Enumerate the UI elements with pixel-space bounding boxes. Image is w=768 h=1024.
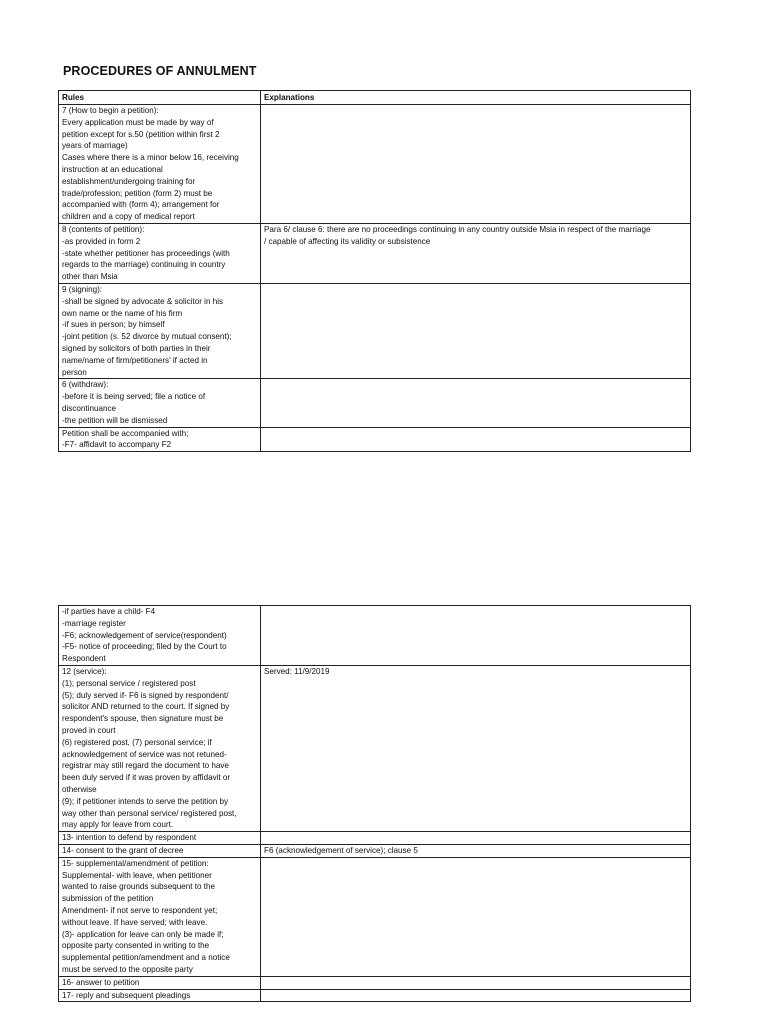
rule-cell [59,606,261,666]
rule-cell [59,105,261,224]
rule-text-line: Amendment- if not serve to respondent yet; [62,905,218,915]
explanation-cell [261,832,691,845]
rule-text-line: -the petition will be dismissed [62,415,168,425]
rule-cell [59,832,261,845]
rule-text-line: solicitor AND returned to the court. If signed by [62,702,230,712]
rule-text-line: -joint petition (s. 52 divorce by mutual consent); [62,332,232,342]
rule-text-line: been duly served if it was proven by affidavit or [62,773,231,783]
rule-text-line: Supplemental- with leave, when petitioner [62,870,212,880]
rule-text-line: 8 (contents of petition): [62,224,145,234]
table-header-row [59,91,691,105]
rule-text-line: establishment/undergoing training for [62,176,196,186]
rule-text-line: instruction at an educational [62,164,163,174]
rules-table-2-body [59,606,691,1002]
rule-text-line: petition except for s.50 (petition within first 2 [62,129,220,139]
rule-text-line: otherwise [62,784,97,794]
rule-text-line: name/name of firm/petitioners' if acted in [62,355,208,365]
table-row [59,427,691,452]
table-row [59,665,691,831]
explanation-cell [261,283,691,378]
rule-text-line: -marriage register [62,618,126,628]
rule-text-line: must be served to the opposite party [62,964,193,974]
explanation-text-line: / capable of affecting its validity or subsistence [264,236,431,246]
rule-text-line: signed by solicitors of both parties in their [62,343,211,353]
rule-text-line: acknowledgement of service was not retuned- [62,749,227,759]
rule-text-line: trade/profession; petition (form 2) must be [62,188,213,198]
rule-text-line: registrar may still regard the document to have [62,761,229,771]
rule-text-line: own name or the name of his firm [62,308,183,318]
explanation-cell [261,105,691,224]
rule-text-line: submission of the petition [62,894,154,904]
rule-text-line: Petition shall be accompanied with; [62,428,189,438]
rule-cell [59,223,261,283]
explanations-column-header: Explanations [261,91,691,105]
rule-text-line: accompanied with (form 4); arrangement for [62,200,220,210]
table-row [59,223,691,283]
table-row [59,976,691,989]
explanation-text-line: Para 6/ clause 6: there are no proceedings continuing in any country outside Msia in respect of the marriage [264,224,651,234]
table-row [59,283,691,378]
table-row [59,105,691,224]
rule-text-line: 9 (signing): [62,284,103,294]
rule-text-line: (6) registered post, (7) personal service; if [62,737,212,747]
explanation-text-line: Served: 11/9/2019 [264,666,330,676]
rules-table-1 [58,90,691,452]
table-row [59,606,691,666]
page-title: PROCEDURES OF ANNULMENT [63,64,257,78]
rules-table-1-body [59,105,691,452]
rule-text-line: discontinuance [62,403,116,413]
rule-text-line: -F7- affidavit to accompany F2 [62,440,172,450]
rule-cell [59,989,261,1002]
rule-text-line: proved in court [62,725,116,735]
rule-text-line: (1); personal service / registered post [62,678,196,688]
rule-text-line: -if sues in person; by himself [62,320,165,330]
rule-text-line: 12 (service): [62,666,107,676]
rule-text-line: -before it is being served; file a notice of [62,392,206,402]
rule-text-line: (3)- application for leave can only be made if; [62,929,224,939]
rule-text-line: other than Msia [62,272,118,282]
rule-text-line: (5); duly served if- F6 is signed by respondent/ [62,690,229,700]
explanation-cell [261,427,691,452]
explanation-cell [261,844,691,857]
rule-text-line: 7 (How to begin a petition): [62,106,159,115]
table-row [59,832,691,845]
rule-text-line: -state whether petitioner has proceedings (with [62,248,230,258]
rule-text-line: -F6; acknowledgement of service(respondent) [62,630,227,640]
rule-text-line: Every application must be made by way of [62,117,214,127]
rule-text-line: supplemental petition/amendment and a notice [62,953,230,963]
explanation-text-line: F6 (acknowledgement of service); clause 5 [264,845,418,855]
rule-text-line: 14- consent to the grant of decree [62,845,184,855]
rule-text-line: opposite party consented in writing to the [62,941,210,951]
rule-text-line: -if parties have a child- F4 [62,607,156,616]
rule-cell [59,283,261,378]
rule-cell [59,844,261,857]
rule-text-line: wanted to raise grounds subsequent to the [62,882,215,892]
rule-text-line: 6 (withdraw): [62,380,109,390]
explanation-cell [261,857,691,976]
rule-text-line: may apply for leave from court. [62,820,174,830]
rule-text-line: children and a copy of medical report [62,212,195,222]
rule-text-line: (9); if petitioner intends to serve the petition by [62,796,229,806]
rule-cell [59,857,261,976]
rule-text-line: Cases where there is a minor below 16, receiving [62,153,239,163]
rule-text-line: -F5- notice of proceeding; filed by the Court to [62,642,227,652]
rule-cell [59,379,261,427]
rule-text-line: person [62,367,87,377]
table-row [59,989,691,1002]
table-row [59,857,691,976]
rule-text-line: -shall be signed by advocate & solicitor in his [62,296,224,306]
rule-text-line: Respondent [62,654,106,664]
rules-column-header: Rules [59,91,261,105]
explanation-cell [261,223,691,283]
rule-text-line: way other than personal service/ registered post, [62,808,237,818]
explanation-cell [261,606,691,666]
table-row [59,379,691,427]
rule-cell [59,665,261,831]
rule-text-line: years of marriage) [62,141,128,151]
rule-cell [59,427,261,452]
rule-cell [59,976,261,989]
rules-table-2 [58,605,691,1002]
table-row [59,844,691,857]
explanation-cell [261,665,691,831]
rule-text-line: respondent's spouse, then signature must be [62,714,224,724]
rule-text-line: 15- supplemental/amendment of petition: [62,858,209,868]
explanation-cell [261,976,691,989]
rule-text-line: regards to the marriage) continuing in country [62,260,226,270]
rule-text-line: -as provided in form 2 [62,236,141,246]
explanation-cell [261,379,691,427]
rule-text-line: 13- intention to defend by respondent [62,833,197,843]
explanation-cell [261,989,691,1002]
rule-text-line: 16- answer to petition [62,977,140,987]
rule-text-line: 17- reply and subsequent pleadings [62,990,191,1000]
rule-text-line: without leave. If have served; with leave. [62,917,208,927]
